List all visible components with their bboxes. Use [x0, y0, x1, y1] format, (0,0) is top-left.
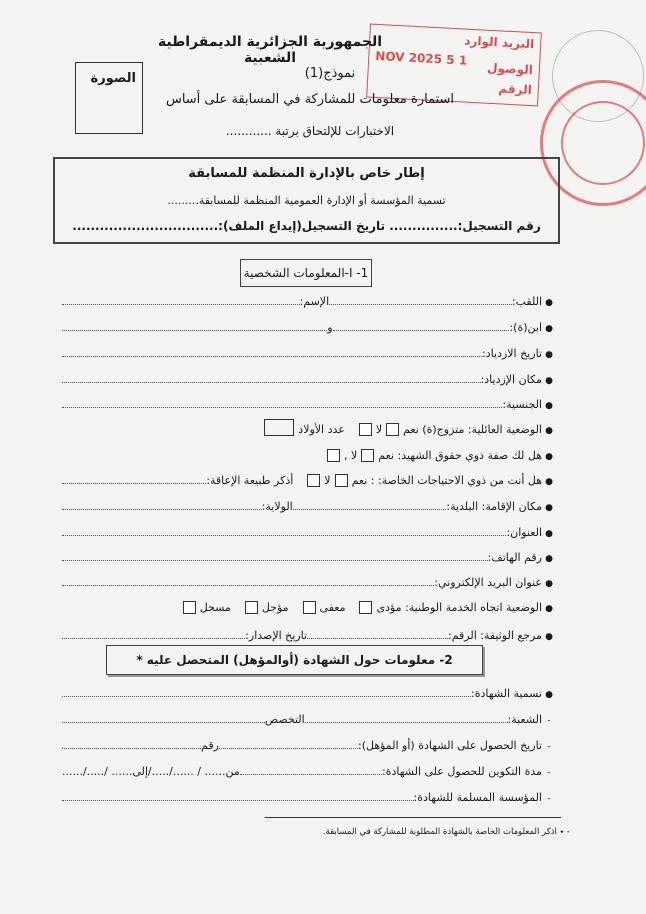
- admin-institution: تسمية المؤسسة أو الإدارة العمومية المنظمة للمسابقة.........: [167, 194, 446, 207]
- republic-title: الجمهورية الجزائرية الديمقراطية الشعبية: [157, 34, 383, 66]
- row-document-ref: ● مرجع الوثيقة: الرقم: تاريخ الإصدار:: [62, 624, 556, 642]
- stamp-date: 1 5 NOV 2025: [375, 48, 468, 68]
- admin-registration: رقم التسجيل:............... تاريخ التسجيل(إيداع الملف):................................: [72, 219, 541, 233]
- row-special-needs: ● هل أنت من ذوي الاحتياجات الخاصة: : نعم لا أذكر طبيعة الإعاقة:: [62, 469, 556, 487]
- address-field[interactable]: [62, 535, 506, 536]
- children-count-box[interactable]: [264, 419, 294, 436]
- label-training: مدة التكوين للحصول على الشهادة:: [381, 765, 542, 778]
- obtain-date-field[interactable]: [219, 748, 358, 749]
- model-number: نموذج(1): [304, 66, 356, 81]
- row-martyr: ● هل لك صفة ذوي حقوق الشهيد: نعم لا ,: [62, 444, 556, 462]
- birth-place-field[interactable]: [62, 382, 481, 383]
- row-family-status: ● الوضعية العائلية: متزوج(ة) نعم لا عدد الأولاد: [62, 418, 556, 436]
- label-registered: مسجل: [199, 601, 231, 614]
- label-son-of: ابن(ة):: [509, 321, 542, 334]
- row-phone: ● رقم الهاتف:: [62, 546, 556, 564]
- doc-number-field[interactable]: [307, 638, 448, 639]
- name-field[interactable]: [62, 304, 300, 305]
- surname-field[interactable]: [329, 304, 512, 305]
- special-yes-checkbox[interactable]: [335, 474, 348, 487]
- photo-label: الصورة: [90, 71, 136, 86]
- row-email: ● عنوان البريد الإلكتروني:: [62, 571, 556, 589]
- cert-number-field[interactable]: [62, 748, 201, 749]
- label-birth-date: تاريخ الازدياد:: [482, 347, 542, 360]
- label-service: الوضعية اتجاه الخدمة الوطنية: مؤدى: [376, 601, 542, 614]
- form-subtitle: استمارة معلومات للمشاركة في المسابقة على أساس: [165, 92, 455, 107]
- commune-field[interactable]: [293, 509, 447, 510]
- married-no-checkbox[interactable]: [359, 423, 372, 436]
- special-no-checkbox[interactable]: [307, 474, 320, 487]
- martyr-no-checkbox[interactable]: [327, 449, 340, 462]
- label-martyr-no: لا ,: [344, 449, 358, 462]
- admin-frame-title: إطار خاص بالإدارة المنظمة للمسابقة: [188, 166, 425, 181]
- label-birth-place: مكان الإزدياد:: [480, 373, 542, 386]
- label-address: العنوان:: [506, 526, 542, 539]
- row-parents: ● ابن(ة): و: [62, 316, 556, 334]
- label-children: عدد الأولاد: [298, 423, 345, 436]
- label-issuer: المؤسسة المسلمة للشهادة:: [413, 791, 542, 804]
- disability-field[interactable]: [62, 483, 206, 484]
- specialty-field[interactable]: [62, 722, 265, 723]
- label-family-status: الوضعية العائلية: متزوج(ة) نعم: [403, 423, 542, 436]
- row-national-service: ● الوضعية اتجاه الخدمة الوطنية: مؤدى معفى مؤجل مسجل: [62, 596, 556, 614]
- label-special-no: لا: [324, 474, 331, 487]
- stamp-number: الرقم: [498, 81, 533, 98]
- row-address: ● العنوان:: [62, 521, 556, 539]
- row-issuer: - المؤسسة المسلمة للشهادة:: [62, 786, 556, 804]
- footnote-divider: [265, 817, 561, 818]
- service-exempt-checkbox[interactable]: [303, 601, 316, 614]
- form-subtitle-rank: الاختبارات للإلتحاق برتبة ............: [225, 124, 395, 138]
- admin-frame: [53, 157, 560, 244]
- phone-field[interactable]: [62, 560, 488, 561]
- label-obtain-date: تاريخ الحصول على الشهادة (أو المؤهل):: [357, 739, 542, 752]
- label-deferred: مؤجل: [261, 601, 289, 614]
- father-field[interactable]: [333, 330, 510, 331]
- label-martyr: هل لك صفة ذوي حقوق الشهيد: نعم: [378, 449, 542, 462]
- label-issue-date: تاريخ الإصدار:: [245, 629, 308, 642]
- row-branch: - الشعبة: التخصص: [62, 708, 556, 726]
- row-residence: ● مكان الإقامة: البلدية: الولاية:: [62, 495, 556, 513]
- label-cert-number: رقم: [201, 739, 219, 752]
- section2-title: 2- معلومات حول الشهادة (أوالمؤهل) المتحصل عليه *: [106, 645, 483, 675]
- label-residence: مكان الإقامة: البلدية:: [446, 500, 542, 513]
- label-nationality: الجنسية:: [502, 398, 542, 411]
- training-field[interactable]: [240, 774, 382, 775]
- label-cert-name: تسمية الشهادة:: [471, 687, 542, 700]
- label-disability: أذكر طبيعة الإعاقة:: [206, 474, 294, 487]
- row-obtain-date: - تاريخ الحصول على الشهادة (أو المؤهل): رقم: [62, 734, 556, 752]
- label-and: و: [327, 321, 333, 334]
- label-branch: الشعبة:: [507, 713, 542, 726]
- service-deferred-checkbox[interactable]: [245, 601, 258, 614]
- label-name: الإسم:: [299, 295, 330, 308]
- row-birth-date: ● تاريخ الازدياد:: [62, 342, 556, 360]
- service-done-checkbox[interactable]: [359, 601, 372, 614]
- email-field[interactable]: [62, 585, 434, 586]
- row-name: ● اللقب: الإسم:: [62, 290, 556, 308]
- married-yes-checkbox[interactable]: [386, 423, 399, 436]
- label-phone: رقم الهاتف:: [487, 551, 542, 564]
- row-nationality: ● الجنسية:: [62, 393, 556, 411]
- row-cert-name: ● تسمية الشهادة:: [62, 682, 556, 700]
- issuer-field[interactable]: [62, 800, 414, 801]
- martyr-yes-checkbox[interactable]: [361, 449, 374, 462]
- row-birth-place: ● مكان الإزدياد:: [62, 368, 556, 386]
- mother-field[interactable]: [62, 330, 327, 331]
- label-wilaya: الولاية:: [261, 500, 293, 513]
- label-exempt: معفى: [319, 601, 346, 614]
- wilaya-field[interactable]: [62, 509, 262, 510]
- label-surname: اللقب:: [511, 295, 542, 308]
- label-doc-ref: مرجع الوثيقة: الرقم:: [447, 629, 542, 642]
- branch-field[interactable]: [305, 722, 508, 723]
- birth-date-field[interactable]: [62, 356, 482, 357]
- label-email: عنوان البريد الإلكتروني:: [434, 576, 542, 589]
- label-special-needs: هل أنت من ذوي الاحتياجات الخاصة: : نعم: [351, 474, 542, 487]
- row-training: - مدة التكوين للحصول على الشهادة: من...... / ....../...../إلى...... /...../......: [62, 765, 551, 778]
- cert-name-field[interactable]: [62, 696, 471, 697]
- stamp-arrival: الوصول: [486, 60, 534, 78]
- nationality-field[interactable]: [62, 407, 502, 408]
- footnote: - ٭ اذكر المعلومات الخاصة بالشهادة المطلوبة للمشاركة في المسابقة.: [322, 827, 570, 837]
- stamp-mail: البريد الوارد: [464, 33, 535, 52]
- label-no: لا: [375, 423, 383, 436]
- issue-date-field[interactable]: [62, 638, 245, 639]
- label-specialty: التخصص: [264, 713, 305, 726]
- photo-box: [75, 62, 143, 134]
- training-period[interactable]: من...... / ....../...../إلى...... /...../......: [62, 765, 240, 778]
- section1-title: I -1-المعلومات الشخصية: [240, 259, 372, 287]
- service-registered-checkbox[interactable]: [183, 601, 196, 614]
